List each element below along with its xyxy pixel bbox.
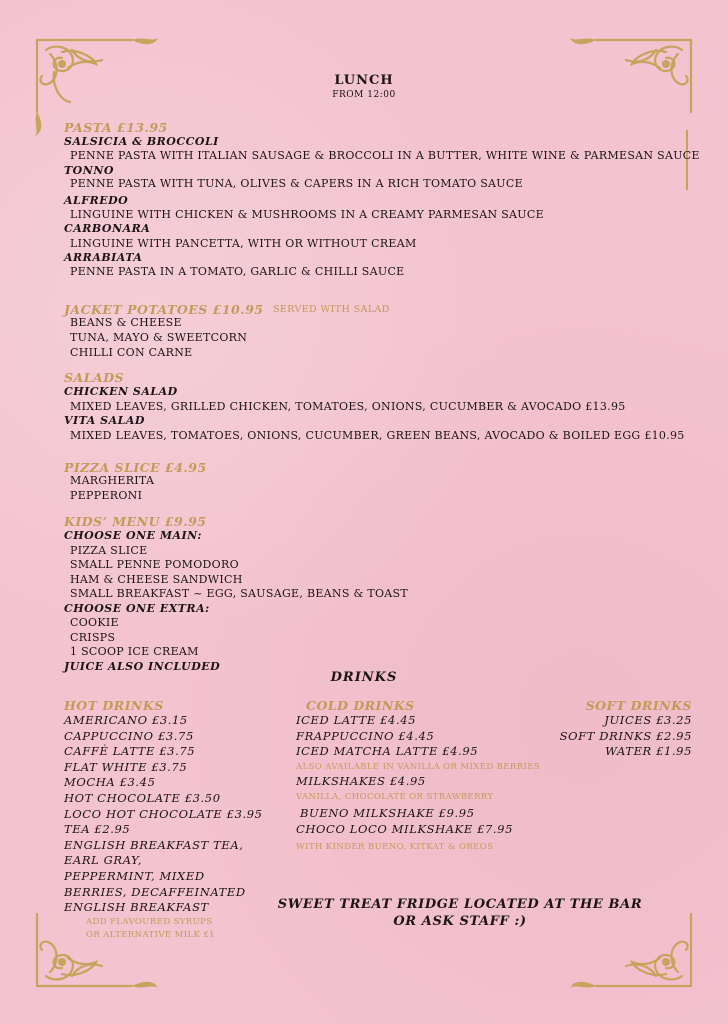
list-item: SOFT DRINKS £2.95 [559,728,692,743]
list-item: CAFFÈ LATTE £3.75 [64,744,196,759]
sweet-treat-notice [270,896,650,930]
list-item: SMALL PENNE POMODORO [70,558,239,571]
pasta-heading: PASTA £13.95 [64,120,168,135]
menu-item-name: CHICKEN SALAD [64,385,178,398]
kids-extra-label: CHOOSE ONE EXTRA: [64,602,210,615]
notice-line: SWEET TREAT FRIDGE LOCATED AT THE BAR [277,897,643,912]
salads-heading: SALADS [64,370,125,385]
menu-item-name: TONNO [64,164,114,177]
cold-drinks-heading: COLD DRINKS [306,698,415,713]
list-item: CRISPS [70,631,116,644]
list-item: WATER £1.95 [605,744,692,759]
menu-item-desc: PENNE PASTA IN A TOMATO, GARLIC & CHILLI SAUCE [70,265,405,278]
list-item: PIZZA SLICE [70,544,148,557]
page-subtitle: FROM 12:00 [332,90,396,100]
list-item: ICED MATCHA LATTE £4.95 [296,744,479,759]
list-item: PEPPERONI [70,489,143,502]
list-item: ENGLISH BREAKFAST TEA, [64,837,244,852]
list-item: FLAT WHITE £3.75 [64,759,188,774]
menu-item-desc: LINGUINE WITH PANCETTA, WITH OR WITHOUT CREAM [70,237,417,250]
list-item: TEA £2.95 [64,822,131,837]
menu-item-name: VITA SALAD [64,414,145,427]
list-item: TUNA, MAYO & SWEETCORN [70,331,248,344]
jacket-note: SERVED WITH SALAD [273,304,390,315]
list-item: FRAPPUCCINO £4.45 [296,728,435,743]
cold-drinks-note: VANILLA, CHOCOLATE OR STRAWBERRY [296,792,494,803]
pizza-heading: PIZZA SLICE £4.95 [64,460,207,475]
list-item: PEPPERMINT, MIXED [64,868,205,883]
list-item: JUICES £3.25 [604,713,692,727]
hot-drinks-note: ADD FLAVOURED SYRUPS [86,916,213,927]
menu-item-name: CARBONARA [64,222,151,235]
menu-item-name: SALSICIA & BROCCOLI [64,135,219,148]
list-item: CHOCO LOCO MILKSHAKE £7.95 [296,821,514,836]
list-item: CAPPUCCINO £3.75 [64,728,194,743]
list-item: LOCO HOT CHOCOLATE £3.95 [64,806,263,821]
menu-item-desc: MIXED LEAVES, TOMATOES, ONIONS, CUCUMBER, GREEN BEANS, AVOCADO & BOILED EGG £10.95 [70,429,685,442]
list-item: ICED LATTE £4.45 [296,713,417,727]
notice-line: OR ASK STAFF :) [393,914,527,929]
hot-drinks-heading: HOT DRINKS [64,698,164,713]
list-item: MOCHA £3.45 [64,775,156,790]
cold-drinks-note: WITH KINDER BUENO, KITKAT & OREOS [296,841,494,852]
drinks-heading: DRINKS [330,670,398,685]
list-item: MILKSHAKES £4.95 [296,773,426,788]
hot-drinks-note: OR ALTERNATIVE MILK £1 [86,929,215,940]
list-item: BEANS & CHEESE [70,316,182,329]
kids-main-label: CHOOSE ONE MAIN: [64,529,202,542]
hot-drinks-column [64,698,263,942]
list-item: EARL GRAY, [64,853,143,868]
kids-heading: KIDS’ MENU £9.95 [64,514,207,529]
menu-item-desc: PENNE PASTA WITH TUNA, OLIVES & CAPERS IN A RICH TOMATO SAUCE [70,177,523,190]
list-item: HOT CHOCOLATE £3.50 [64,790,221,805]
list-item: COOKIE [70,616,119,629]
page-title: LUNCH [334,73,394,88]
list-item: MARGHERITA [70,474,155,487]
menu-item-desc: MIXED LEAVES, GRILLED CHICKEN, TOMATOES, ONIONS, CUCUMBER & AVOCADO £13.95 [70,400,626,413]
soft-drinks-heading: SOFT DRINKS [585,698,692,713]
menu-item-name: ALFREDO [64,194,129,207]
menu-item-name: ARRABIATA [64,251,143,264]
list-item: 1 SCOOP ICE CREAM [70,645,199,658]
list-item: BUENO MILKSHAKE £9.95 [300,806,475,821]
cold-drinks-note: ALSO AVAILABLE IN VANILLA OR MIXED BERRIES [296,761,541,772]
kids-footer: JUICE ALSO INCLUDED [64,660,221,673]
list-item: AMERICANO £3.15 [64,713,188,727]
list-item: ENGLISH BREAKFAST [64,900,209,915]
jacket-heading: JACKET POTATOES £10.95 [64,302,264,317]
list-item: HAM & CHEESE SANDWICH [70,573,243,586]
menu-item-desc: LINGUINE WITH CHICKEN & MUSHROOMS IN A CREAMY PARMESAN SAUCE [70,208,544,221]
list-item: SMALL BREAKFAST ~ EGG, SAUSAGE, BEANS & TOAST [70,587,409,600]
soft-drinks-column [502,698,692,760]
list-item: BERRIES, DECAFFEINATED [64,884,246,899]
menu-item-desc: PENNE PASTA WITH ITALIAN SAUSAGE & BROCCOLI IN A BUTTER, WHITE WINE & PARMESAN SAUCE [70,149,700,162]
list-item: CHILLI CON CARNE [70,346,193,359]
